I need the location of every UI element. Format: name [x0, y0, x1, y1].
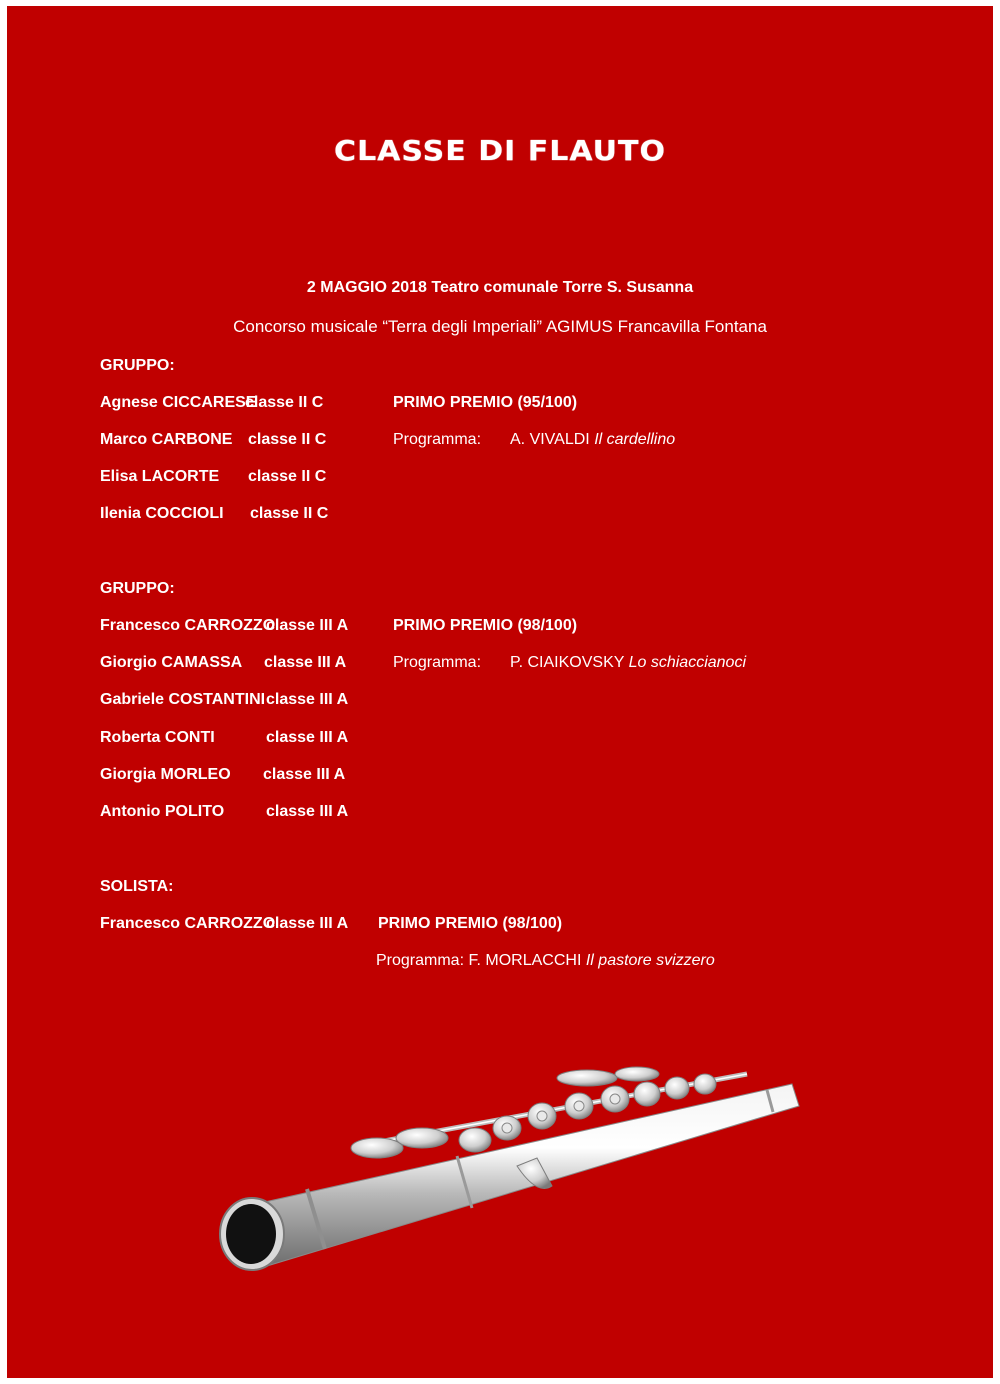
group-2-member-name: Roberta CONTI — [100, 729, 215, 746]
group-2-member-name: Antonio POLITO — [100, 803, 225, 820]
document-page — [7, 6, 993, 1378]
group-2-member-class: classe III A — [263, 766, 346, 783]
group-1-label: GRUPPO: — [100, 357, 175, 374]
soloist-label: SOLISTA: — [100, 878, 174, 895]
group-2-member-name: Giorgia MORLEO — [100, 766, 231, 783]
soloist-piece: Il pastore svizzero — [585, 952, 715, 969]
group-2-member-class: classe III A — [264, 654, 347, 671]
group-1-member-class: classe II C — [248, 468, 327, 485]
group-1-award: PRIMO PREMIO (95/100) — [393, 394, 578, 411]
soloist-program-label: Programma: — [376, 952, 465, 969]
group-2-member-name: Gabriele COSTANTINI — [100, 691, 266, 708]
group-2-member-name: Giorgio CAMASSA — [100, 654, 243, 671]
group-2-member-class: classe III A — [266, 729, 349, 746]
group-1-piece: Il cardellino — [594, 431, 676, 448]
group-2-member-name: Francesco CARROZZO — [100, 617, 276, 634]
group-2-program-label: Programma: — [393, 654, 482, 671]
group-2-label: GRUPPO: — [100, 580, 175, 597]
group-2-member-class: classe III A — [266, 691, 349, 708]
flute-icon — [207, 1066, 807, 1286]
group-1-member-class: classe II C — [250, 505, 329, 522]
group-2-piece: Lo schiaccianoci — [628, 654, 746, 671]
soloist-program — [376, 951, 715, 971]
group-1-member-name: Ilenia COCCIOLI — [100, 505, 224, 522]
group-2-award: PRIMO PREMIO (98/100) — [393, 617, 578, 634]
group-1-program-label: Programma: — [393, 431, 482, 448]
group-1-program — [510, 430, 675, 450]
group-2-member-class: classe III A — [266, 803, 349, 820]
group-1-member-name: Elisa LACORTE — [100, 468, 220, 485]
event-contest: Concorso musicale “Terra degli Imperiali” AGIMUS Francavilla Fontana — [233, 317, 767, 336]
group-1-member-name: Agnese CICCARESE — [100, 394, 257, 411]
group-1-member-name: Marco CARBONE — [100, 431, 233, 448]
event-date-venue: 2 MAGGIO 2018 Teatro comunale Torre S. Susanna — [306, 279, 694, 296]
group-1-member-class: classe II C — [245, 394, 324, 411]
group-1-member-class: classe II C — [248, 431, 327, 448]
soloist-class: classe III A — [266, 915, 349, 932]
group-2-member-class: classe III A — [266, 617, 349, 634]
soloist-award: PRIMO PREMIO (98/100) — [378, 915, 563, 932]
group-2-composer: P. CIAIKOVSKY — [510, 654, 625, 671]
soloist-name: Francesco CARROZZO — [100, 915, 276, 932]
group-2-program — [510, 653, 746, 673]
soloist-composer: F. MORLACCHI — [468, 952, 582, 969]
group-1-composer: A. VIVALDI — [510, 431, 590, 448]
page-title: CLASSE DI FLAUTO — [334, 135, 666, 168]
